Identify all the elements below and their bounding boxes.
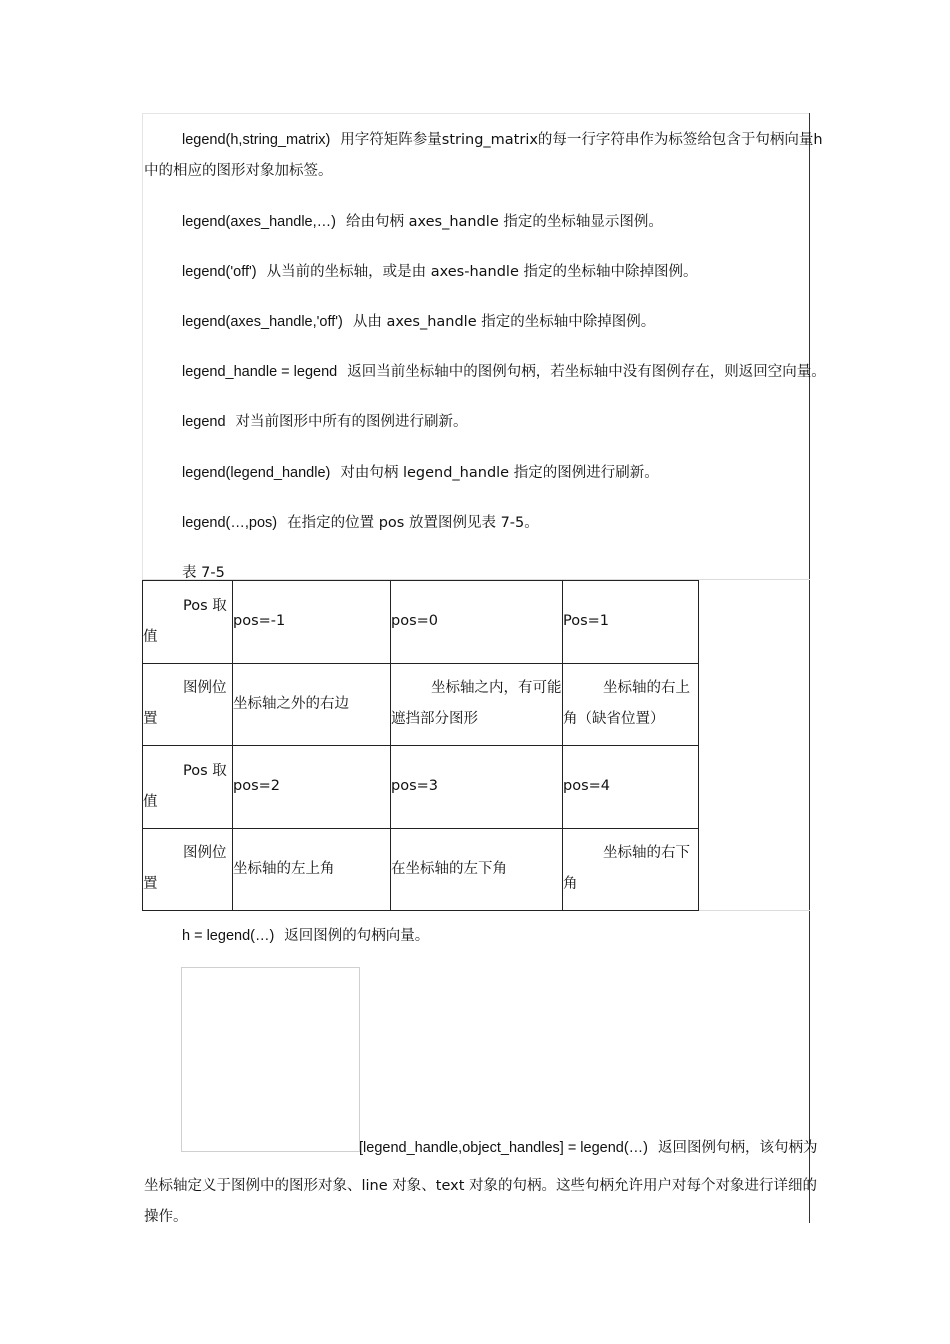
divider: [698, 910, 810, 911]
paragraph: [182, 412, 468, 432]
table-cell: 在坐标轴的左下角: [391, 828, 563, 911]
table-cell: pos=0: [391, 581, 563, 664]
table-cell: pos=2: [233, 746, 391, 829]
row-header-cell: Pos 取 值: [143, 581, 233, 664]
table-cell: pos=3: [391, 746, 563, 829]
description-text: 返回图例句柄，该句柄为: [658, 1140, 818, 1156]
table-caption: 表 7-5: [182, 565, 225, 581]
description-text: 返回图例的句柄向量。: [284, 928, 430, 944]
description-text: 对当前图形中所有的图例进行刷新。: [235, 414, 468, 430]
code-text: [legend_handle,object_handles] = legend(…): [359, 1140, 649, 1156]
paragraph: [182, 262, 697, 282]
code-text: legend: [182, 414, 226, 430]
code-text: legend(h,string_matrix): [182, 132, 331, 148]
code-text: legend(…,pos): [182, 515, 278, 531]
description-text: 从由 axes_handle 指定的坐标轴中除掉图例。: [352, 314, 656, 330]
description-text: 从当前的坐标轴，或是由 axes-handle 指定的坐标轴中除掉图例。: [266, 264, 698, 280]
description-text: 对由句柄 legend_handle 指定的图例进行刷新。: [340, 465, 659, 481]
image-placeholder: [181, 967, 360, 1152]
code-text: legend_handle = legend: [182, 364, 338, 380]
paragraph-continuation: [144, 1207, 188, 1227]
table-cell: pos=4: [563, 746, 699, 829]
row-header-cell: Pos 取 值: [143, 746, 233, 829]
code-text: legend('off'): [182, 264, 257, 280]
paragraph: [182, 513, 539, 533]
code-text: legend(legend_handle): [182, 465, 331, 481]
description-text: 返回当前坐标轴中的图例句柄，若坐标轴中没有图例存在，则返回空向量。: [347, 364, 826, 380]
pos-table: [142, 580, 699, 911]
paragraph: [182, 362, 826, 382]
code-text: legend(axes_handle,…): [182, 214, 336, 230]
code-text: h = legend(…): [182, 928, 275, 944]
table-cell: 坐标轴的左上角: [233, 828, 391, 911]
table-cell: pos=-1: [233, 581, 391, 664]
description-text: 操作。: [144, 1209, 188, 1225]
paragraph: [182, 312, 655, 332]
code-text: legend(axes_handle,'off'): [182, 314, 343, 330]
table-row: [143, 581, 699, 664]
table-row: [143, 663, 699, 746]
paragraph: [182, 130, 823, 150]
row-header-cell: 图例位 置: [143, 663, 233, 746]
paragraph: [182, 212, 663, 232]
paragraph-continuation: [144, 161, 333, 181]
description-text: 坐标轴定义于图例中的图形对象、line 对象、text 对象的句柄。这些句柄允许用户对每个对象进行详细的: [144, 1178, 818, 1194]
description-text: 给由句柄 axes_handle 指定的坐标轴显示图例。: [345, 214, 663, 230]
table-cell: 坐标轴之外的右边: [233, 663, 391, 746]
table-cell: 坐标轴之内，有可能 遮挡部分图形: [391, 663, 563, 746]
page-frame-top: [142, 113, 810, 114]
page-frame-left: [142, 113, 143, 579]
paragraph: [182, 463, 659, 483]
table-cell: 坐标轴的右下 角: [563, 828, 699, 911]
paragraph-continuation: [144, 1176, 817, 1196]
table-cell: 坐标轴的右上 角（缺省位置）: [563, 663, 699, 746]
table-row: [143, 828, 699, 911]
page-frame-right: [809, 113, 810, 1223]
row-header-cell: 图例位 置: [143, 828, 233, 911]
paragraph: [359, 1138, 818, 1158]
table-row: [143, 746, 699, 829]
table-cell: Pos=1: [563, 581, 699, 664]
description-text: 用字符矩阵参量string_matrix的每一行字符串作为标签给包含于句柄向量h: [340, 132, 823, 148]
description-text: 在指定的位置 pos 放置图例见表 7-5。: [287, 515, 539, 531]
description-text: 中的相应的图形对象加标签。: [144, 163, 333, 179]
paragraph: [182, 926, 429, 946]
